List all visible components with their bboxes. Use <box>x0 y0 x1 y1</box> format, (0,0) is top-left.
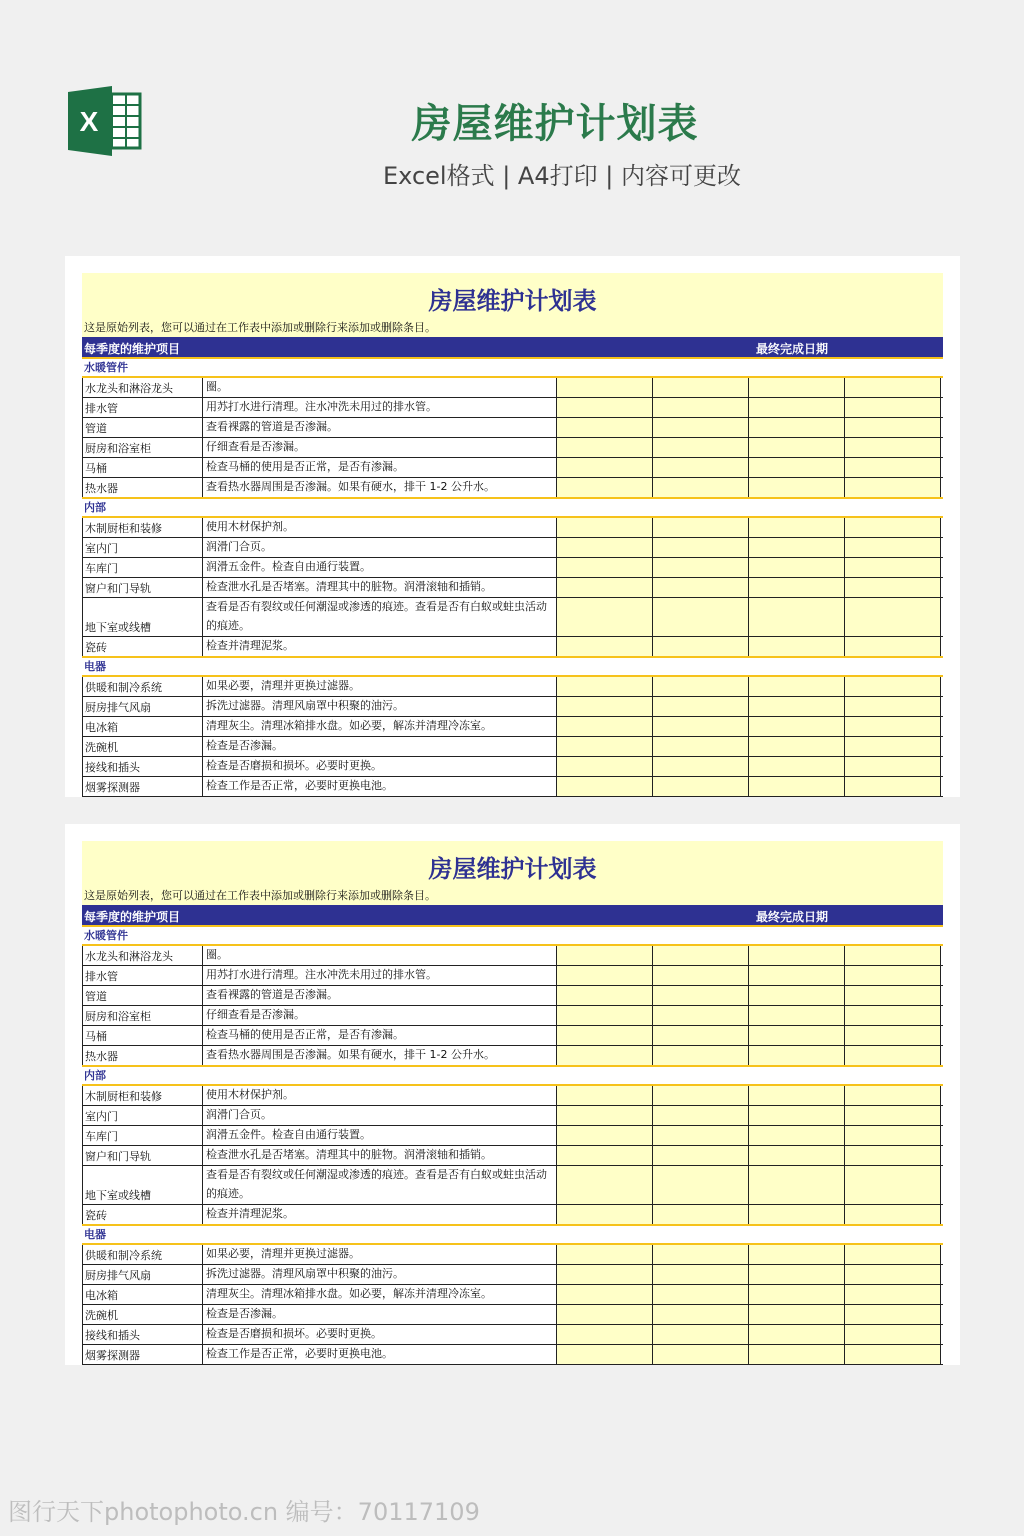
item-cell[interactable]: 厨房和浴室柜 <box>82 438 203 457</box>
item-cell[interactable]: 洗碗机 <box>82 737 203 756</box>
date-cell[interactable] <box>557 1146 653 1165</box>
item-cell[interactable]: 烟雾探测器 <box>82 777 203 796</box>
date-cell[interactable] <box>557 1325 653 1344</box>
sheet-content <box>82 841 943 1365</box>
date-cell[interactable] <box>653 478 749 497</box>
table-row <box>82 518 943 538</box>
date-cell[interactable] <box>845 1285 941 1304</box>
description-cell[interactable]: 查看热水器周围是否渗漏。如果有硬水，排干 1-2 公升水。 <box>203 478 557 497</box>
item-cell[interactable]: 地下室或线槽 <box>82 1166 203 1204</box>
date-cell[interactable] <box>749 1006 845 1025</box>
date-cell[interactable] <box>557 677 653 696</box>
description-cell[interactable]: 仔细查看是否渗漏。 <box>203 438 557 457</box>
date-cell[interactable] <box>845 1106 941 1125</box>
date-cell[interactable] <box>557 757 653 776</box>
date-cell[interactable] <box>749 1265 845 1284</box>
description-cell[interactable]: 使用木材保护剂。 <box>203 1086 557 1105</box>
item-cell[interactable]: 厨房和浴室柜 <box>82 1006 203 1025</box>
svg-text:X: X <box>79 106 99 137</box>
date-cell[interactable] <box>845 598 941 636</box>
description-cell[interactable]: 润滑五金件。检查自由通行装置。 <box>203 558 557 577</box>
date-cell[interactable] <box>557 518 653 537</box>
table-row <box>82 1285 943 1305</box>
description-cell[interactable]: 检查工作是否正常，必要时更换电池。 <box>203 1345 557 1364</box>
table-row <box>82 1325 943 1345</box>
description-cell[interactable]: 检查并清理泥浆。 <box>203 1205 557 1224</box>
sheet-description: 这是原始列表，您可以通过在工作表中添加或删除行来添加或删除条目。 <box>84 321 436 334</box>
date-cell[interactable] <box>845 677 941 696</box>
date-cell[interactable] <box>749 518 845 537</box>
date-cell[interactable] <box>749 378 845 397</box>
date-cell[interactable] <box>557 1006 653 1025</box>
date-cell[interactable] <box>557 1086 653 1105</box>
date-cell[interactable] <box>749 1146 845 1165</box>
date-cell[interactable] <box>557 637 653 656</box>
column-header-item: 每季度的维护项目 <box>84 342 181 356</box>
item-cell[interactable]: 窗户和门导轨 <box>82 1146 203 1165</box>
date-cell[interactable] <box>845 1245 941 1264</box>
description-cell[interactable]: 用苏打水进行清理。注水冲洗未用过的排水管。 <box>203 966 557 985</box>
watermark: 图行天下photophoto.cn 编号：70117109 <box>8 1498 480 1526</box>
table-row <box>82 1026 943 1046</box>
table-row <box>82 478 943 499</box>
date-cell[interactable] <box>653 458 749 477</box>
date-cell[interactable] <box>845 1166 941 1204</box>
table-row <box>82 717 943 737</box>
table-row <box>82 598 943 637</box>
date-cell[interactable] <box>557 966 653 985</box>
table-row <box>82 578 943 598</box>
section-title: 水暖管件 <box>82 359 943 378</box>
date-cell[interactable] <box>557 1026 653 1045</box>
sheet-title-area <box>82 841 943 905</box>
date-cell[interactable] <box>557 398 653 417</box>
date-cell[interactable] <box>653 398 749 417</box>
date-cell[interactable] <box>749 1126 845 1145</box>
column-header-date: 最终完成日期 <box>755 342 828 356</box>
date-cell[interactable] <box>749 1305 845 1324</box>
table-row <box>82 1166 943 1205</box>
table-row <box>82 378 943 398</box>
date-cell[interactable] <box>749 398 845 417</box>
date-cell[interactable] <box>749 438 845 457</box>
date-cell[interactable] <box>557 438 653 457</box>
item-cell[interactable]: 木制厨柜和装修 <box>82 518 203 537</box>
item-cell[interactable]: 厨房排气风扇 <box>82 697 203 716</box>
date-cell[interactable] <box>845 1325 941 1344</box>
date-cell[interactable] <box>749 1106 845 1125</box>
date-cell[interactable] <box>845 717 941 736</box>
page-subtitle: Excel格式 | A4打印 | 内容可更改 <box>383 162 741 190</box>
table-row <box>82 438 943 458</box>
date-cell[interactable] <box>557 1106 653 1125</box>
item-cell[interactable]: 接线和插头 <box>82 757 203 776</box>
table-row <box>82 1345 943 1365</box>
date-cell[interactable] <box>557 538 653 557</box>
table-row <box>82 1265 943 1285</box>
date-cell[interactable] <box>749 558 845 577</box>
page-title: 房屋维护计划表 <box>411 101 699 147</box>
date-cell[interactable] <box>845 1265 941 1284</box>
description-cell[interactable]: 查看热水器周围是否渗漏。如果有硬水，排干 1-2 公升水。 <box>203 1046 557 1065</box>
date-cell[interactable] <box>845 966 941 985</box>
date-cell[interactable] <box>653 777 749 796</box>
item-cell[interactable]: 车库门 <box>82 1126 203 1145</box>
date-cell[interactable] <box>653 598 749 636</box>
date-cell[interactable] <box>557 418 653 437</box>
item-cell[interactable]: 水龙头和淋浴龙头 <box>82 378 203 397</box>
date-cell[interactable] <box>557 1345 653 1364</box>
item-cell[interactable]: 洗碗机 <box>82 1305 203 1324</box>
description-cell[interactable]: 检查是否渗漏。 <box>203 737 557 756</box>
date-cell[interactable] <box>653 757 749 776</box>
item-cell[interactable]: 热水器 <box>82 478 203 497</box>
date-cell[interactable] <box>749 1245 845 1264</box>
section-title: 内部 <box>82 1067 943 1086</box>
date-cell[interactable] <box>845 378 941 397</box>
description-cell[interactable]: 查看裸露的管道是否渗漏。 <box>203 418 557 437</box>
description-cell[interactable]: 检查泄水孔是否堵塞。清理其中的脏物。润滑滚轴和插销。 <box>203 1146 557 1165</box>
date-cell[interactable] <box>653 1325 749 1344</box>
item-cell[interactable]: 马桶 <box>82 1026 203 1045</box>
date-cell[interactable] <box>845 1086 941 1105</box>
date-cell[interactable] <box>749 1046 845 1065</box>
item-cell[interactable]: 厨房排气风扇 <box>82 1265 203 1284</box>
date-cell[interactable] <box>653 1106 749 1125</box>
description-cell[interactable]: 润滑门合页。 <box>203 538 557 557</box>
date-cell[interactable] <box>749 1345 845 1364</box>
date-cell[interactable] <box>653 697 749 716</box>
item-cell[interactable]: 窗户和门导轨 <box>82 578 203 597</box>
section-title: 内部 <box>82 499 943 518</box>
date-cell[interactable] <box>653 1046 749 1065</box>
date-cell[interactable] <box>557 1166 653 1204</box>
table-row <box>82 1086 943 1106</box>
date-cell[interactable] <box>845 1345 941 1364</box>
date-cell[interactable] <box>845 1046 941 1065</box>
date-cell[interactable] <box>557 1245 653 1264</box>
date-cell[interactable] <box>653 986 749 1005</box>
date-cell[interactable] <box>557 1305 653 1324</box>
description-cell[interactable]: 查看裸露的管道是否渗漏。 <box>203 986 557 1005</box>
table-row <box>82 637 943 658</box>
page-header <box>0 0 1024 230</box>
date-cell[interactable] <box>749 946 845 965</box>
item-cell[interactable]: 排水管 <box>82 966 203 985</box>
date-cell[interactable] <box>845 1146 941 1165</box>
description-cell[interactable]: 使用木材保护剂。 <box>203 518 557 537</box>
date-cell[interactable] <box>557 378 653 397</box>
date-cell[interactable] <box>749 677 845 696</box>
date-cell[interactable] <box>749 1205 845 1224</box>
description-cell[interactable]: 如果必要，清理并更换过滤器。 <box>203 1245 557 1264</box>
date-cell[interactable] <box>845 558 941 577</box>
date-cell[interactable] <box>653 677 749 696</box>
item-cell[interactable]: 管道 <box>82 418 203 437</box>
date-cell[interactable] <box>845 777 941 796</box>
table-row <box>82 697 943 717</box>
item-cell[interactable]: 热水器 <box>82 1046 203 1065</box>
date-cell[interactable] <box>653 737 749 756</box>
table-row <box>82 1305 943 1325</box>
item-cell[interactable]: 室内门 <box>82 538 203 557</box>
sheet-content <box>82 273 943 797</box>
item-cell[interactable]: 排水管 <box>82 398 203 417</box>
section-title: 水暖管件 <box>82 927 943 946</box>
date-cell[interactable] <box>653 1305 749 1324</box>
description-cell[interactable]: 检查并清理泥浆。 <box>203 637 557 656</box>
date-cell[interactable] <box>845 1126 941 1145</box>
description-cell[interactable]: 仔细查看是否渗漏。 <box>203 1006 557 1025</box>
item-cell[interactable]: 室内门 <box>82 1106 203 1125</box>
date-cell[interactable] <box>845 946 941 965</box>
description-cell[interactable]: 如果必要，清理并更换过滤器。 <box>203 677 557 696</box>
description-cell[interactable]: 检查是否磨损和损坏。必要时更换。 <box>203 1325 557 1344</box>
table-row <box>82 458 943 478</box>
date-cell[interactable] <box>653 1285 749 1304</box>
date-cell[interactable] <box>557 478 653 497</box>
date-cell[interactable] <box>653 558 749 577</box>
date-cell[interactable] <box>845 418 941 437</box>
date-cell[interactable] <box>653 1245 749 1264</box>
description-cell[interactable]: 清理灰尘。清理冰箱排水盘。如必要，解冻并清理冷冻室。 <box>203 717 557 736</box>
date-cell[interactable] <box>845 458 941 477</box>
item-cell[interactable]: 电冰箱 <box>82 717 203 736</box>
item-cell[interactable]: 管道 <box>82 986 203 1005</box>
description-cell[interactable]: 润滑五金件。检查自由通行装置。 <box>203 1126 557 1145</box>
date-cell[interactable] <box>749 777 845 796</box>
item-cell[interactable]: 地下室或线槽 <box>82 598 203 636</box>
table-row <box>82 558 943 578</box>
date-cell[interactable] <box>749 458 845 477</box>
sheet-title-area <box>82 273 943 337</box>
section-title: 电器 <box>82 1226 943 1245</box>
date-cell[interactable] <box>557 1205 653 1224</box>
table-row <box>82 986 943 1006</box>
table-row <box>82 418 943 438</box>
date-cell[interactable] <box>749 1086 845 1105</box>
date-cell[interactable] <box>845 737 941 756</box>
date-cell[interactable] <box>653 1086 749 1105</box>
date-cell[interactable] <box>749 737 845 756</box>
item-cell[interactable]: 瓷砖 <box>82 637 203 656</box>
date-cell[interactable] <box>653 518 749 537</box>
description-cell[interactable]: 检查泄水孔是否堵塞。清理其中的脏物。润滑滚轴和插销。 <box>203 578 557 597</box>
date-cell[interactable] <box>749 578 845 597</box>
date-cell[interactable] <box>845 438 941 457</box>
table-row <box>82 777 943 797</box>
date-cell[interactable] <box>557 986 653 1005</box>
date-cell[interactable] <box>845 1205 941 1224</box>
date-cell[interactable] <box>845 538 941 557</box>
item-cell[interactable]: 马桶 <box>82 458 203 477</box>
date-cell[interactable] <box>749 1285 845 1304</box>
date-cell[interactable] <box>653 637 749 656</box>
date-cell[interactable] <box>845 1006 941 1025</box>
date-cell[interactable] <box>749 478 845 497</box>
section-title: 电器 <box>82 658 943 677</box>
date-cell[interactable] <box>749 986 845 1005</box>
date-cell[interactable] <box>845 518 941 537</box>
table-row <box>82 1106 943 1126</box>
date-cell[interactable] <box>557 697 653 716</box>
date-cell[interactable] <box>845 478 941 497</box>
item-cell[interactable]: 供暖和制冷系统 <box>82 677 203 696</box>
date-cell[interactable] <box>653 1166 749 1204</box>
description-cell[interactable]: 查看是否有裂纹或任何潮湿或渗透的痕迹。查看是否有白蚁或蛀虫活动的痕迹。 <box>203 598 557 636</box>
item-cell[interactable]: 供暖和制冷系统 <box>82 1245 203 1264</box>
date-cell[interactable] <box>749 418 845 437</box>
column-header-item: 每季度的维护项目 <box>84 910 181 924</box>
date-cell[interactable] <box>557 1126 653 1145</box>
column-header-date: 最终完成日期 <box>755 910 828 924</box>
date-cell[interactable] <box>653 1026 749 1045</box>
item-cell[interactable]: 烟雾探测器 <box>82 1345 203 1364</box>
item-cell[interactable]: 接线和插头 <box>82 1325 203 1344</box>
table-row <box>82 538 943 558</box>
table-row <box>82 737 943 757</box>
date-cell[interactable] <box>845 697 941 716</box>
item-cell[interactable]: 木制厨柜和装修 <box>82 1086 203 1105</box>
description-cell[interactable]: 用苏打水进行清理。注水冲洗未用过的排水管。 <box>203 398 557 417</box>
date-cell[interactable] <box>557 558 653 577</box>
description-cell[interactable]: 检查是否磨损和损坏。必要时更换。 <box>203 757 557 776</box>
date-cell[interactable] <box>749 538 845 557</box>
date-cell[interactable] <box>653 538 749 557</box>
date-cell[interactable] <box>653 418 749 437</box>
date-cell[interactable] <box>557 777 653 796</box>
description-cell[interactable]: 润滑门合页。 <box>203 1106 557 1125</box>
date-cell[interactable] <box>749 697 845 716</box>
date-cell[interactable] <box>557 737 653 756</box>
description-cell[interactable]: 检查是否渗漏。 <box>203 1305 557 1324</box>
date-cell[interactable] <box>653 946 749 965</box>
table-row <box>82 1046 943 1067</box>
description-cell[interactable]: 圈。 <box>203 378 557 397</box>
description-cell[interactable]: 拆洗过滤器。清理风扇罩中积聚的油污。 <box>203 1265 557 1284</box>
item-cell[interactable]: 车库门 <box>82 558 203 577</box>
date-cell[interactable] <box>749 598 845 636</box>
table-row <box>82 966 943 986</box>
sheet-description: 这是原始列表，您可以通过在工作表中添加或删除行来添加或删除条目。 <box>84 889 436 902</box>
item-cell[interactable]: 电冰箱 <box>82 1285 203 1304</box>
description-cell[interactable]: 检查工作是否正常，必要时更换电池。 <box>203 777 557 796</box>
date-cell[interactable] <box>653 1006 749 1025</box>
date-cell[interactable] <box>749 966 845 985</box>
date-cell[interactable] <box>653 966 749 985</box>
table-row <box>82 398 943 418</box>
sheet-preview-2 <box>65 824 960 1365</box>
date-cell[interactable] <box>749 757 845 776</box>
date-cell[interactable] <box>749 1026 845 1045</box>
description-cell[interactable]: 查看是否有裂纹或任何潮湿或渗透的痕迹。查看是否有白蚁或蛀虫活动的痕迹。 <box>203 1166 557 1204</box>
date-cell[interactable] <box>557 717 653 736</box>
date-cell[interactable] <box>557 1265 653 1284</box>
table-row <box>82 677 943 697</box>
date-cell[interactable] <box>749 637 845 656</box>
sheet-title: 房屋维护计划表 <box>428 855 597 883</box>
table-row <box>82 757 943 777</box>
date-cell[interactable] <box>557 578 653 597</box>
description-cell[interactable]: 拆洗过滤器。清理风扇罩中积聚的油污。 <box>203 697 557 716</box>
sheet-preview-1 <box>65 256 960 797</box>
date-cell[interactable] <box>653 1205 749 1224</box>
date-cell[interactable] <box>845 398 941 417</box>
date-cell[interactable] <box>653 578 749 597</box>
sheet-title: 房屋维护计划表 <box>428 287 597 315</box>
description-cell[interactable]: 圈。 <box>203 946 557 965</box>
date-cell[interactable] <box>557 598 653 636</box>
table-row <box>82 1146 943 1166</box>
date-cell[interactable] <box>845 757 941 776</box>
date-cell[interactable] <box>653 1345 749 1364</box>
date-cell[interactable] <box>749 1166 845 1204</box>
item-cell[interactable]: 水龙头和淋浴龙头 <box>82 946 203 965</box>
date-cell[interactable] <box>653 1126 749 1145</box>
table-row <box>82 946 943 966</box>
table-row <box>82 1245 943 1265</box>
table-row <box>82 1126 943 1146</box>
date-cell[interactable] <box>653 1146 749 1165</box>
date-cell[interactable] <box>845 986 941 1005</box>
date-cell[interactable] <box>845 637 941 656</box>
date-cell[interactable] <box>557 1285 653 1304</box>
item-cell[interactable]: 瓷砖 <box>82 1205 203 1224</box>
date-cell[interactable] <box>557 946 653 965</box>
date-cell[interactable] <box>845 578 941 597</box>
date-cell[interactable] <box>653 378 749 397</box>
description-cell[interactable]: 清理灰尘。清理冰箱排水盘。如必要，解冻并清理冷冻室。 <box>203 1285 557 1304</box>
date-cell[interactable] <box>653 1265 749 1284</box>
description-cell[interactable]: 检查马桶的使用是否正常，是否有渗漏。 <box>203 458 557 477</box>
date-cell[interactable] <box>557 1046 653 1065</box>
column-header <box>82 905 943 927</box>
date-cell[interactable] <box>845 1305 941 1324</box>
date-cell[interactable] <box>557 458 653 477</box>
table-row <box>82 1205 943 1226</box>
date-cell[interactable] <box>653 717 749 736</box>
date-cell[interactable] <box>845 1026 941 1045</box>
column-header <box>82 337 943 359</box>
date-cell[interactable] <box>653 438 749 457</box>
date-cell[interactable] <box>749 717 845 736</box>
table-row <box>82 1006 943 1026</box>
description-cell[interactable]: 检查马桶的使用是否正常，是否有渗漏。 <box>203 1026 557 1045</box>
date-cell[interactable] <box>749 1325 845 1344</box>
